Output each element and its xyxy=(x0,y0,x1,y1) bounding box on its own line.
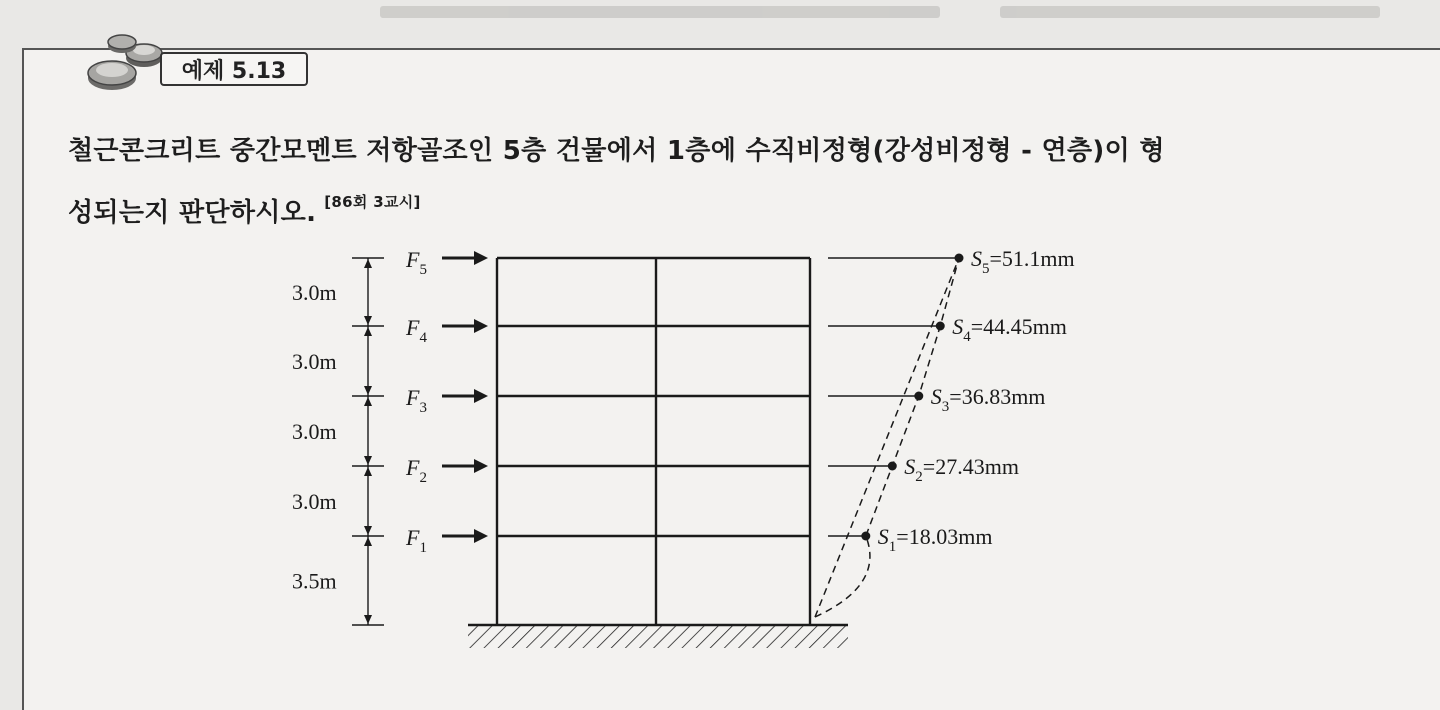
dimension-arrow-up-3 xyxy=(364,397,372,406)
force-arrow-head-5 xyxy=(474,251,488,265)
force-arrow-head-1 xyxy=(474,529,488,543)
displacement-label-1: $S_1=18.03mm$ xyxy=(877,524,993,555)
force-label-2: $F_2$ xyxy=(406,455,427,486)
displacement-label-4: $S_4=44.45mm$ xyxy=(952,314,1067,345)
dimension-arrow-down-3 xyxy=(364,456,372,465)
dimension-arrow-down-2 xyxy=(364,386,372,395)
exam-source: [86회 3교시] xyxy=(324,193,421,211)
dimension-arrow-up-2 xyxy=(364,327,372,336)
displacement-label-5: $S_5=51.1mm$ xyxy=(971,246,1075,277)
force-arrow-head-3 xyxy=(474,389,488,403)
problem-line-2-text: 성되는지 판단하시오. xyxy=(68,198,317,228)
story-height-label-2: 3.0m xyxy=(292,349,337,374)
dimension-arrow-up-4 xyxy=(364,467,372,476)
deflected-shape-chord xyxy=(815,258,959,617)
force-arrow-head-4 xyxy=(474,319,488,333)
force-label-3: $F_3$ xyxy=(406,385,427,416)
force-label-5: $F_5$ xyxy=(406,247,427,278)
force-label-4: $F_4$ xyxy=(406,315,427,346)
displacement-label-2: $S_2=27.43mm$ xyxy=(904,454,1019,485)
example-label: 예제 5.13 xyxy=(181,58,287,84)
dimension-arrow-up-1 xyxy=(364,259,372,268)
story-height-label-4: 3.0m xyxy=(292,489,337,514)
force-arrow-head-2 xyxy=(474,459,488,473)
displacement-point-1 xyxy=(861,532,870,541)
dimension-arrow-down-1 xyxy=(364,316,372,325)
displacement-label-3: $S_3=36.83mm$ xyxy=(930,384,1046,415)
force-label-1: $F_1$ xyxy=(406,525,427,556)
ground-hatch xyxy=(468,626,848,648)
story-height-label-1: 3.0m xyxy=(292,280,337,305)
problem-line-1: 철근콘크리트 중간모멘트 저항골조인 5층 건물에서 1층에 수직비정형(강성비정형 - 연층)이 형 xyxy=(68,136,1165,166)
dimension-arrow-up-5 xyxy=(364,537,372,546)
story-height-label-3: 3.0m xyxy=(292,419,337,444)
dimension-arrow-down-4 xyxy=(364,526,372,535)
dimension-arrow-down-5 xyxy=(364,615,372,624)
story-height-label-5: 3.5m xyxy=(292,568,337,594)
